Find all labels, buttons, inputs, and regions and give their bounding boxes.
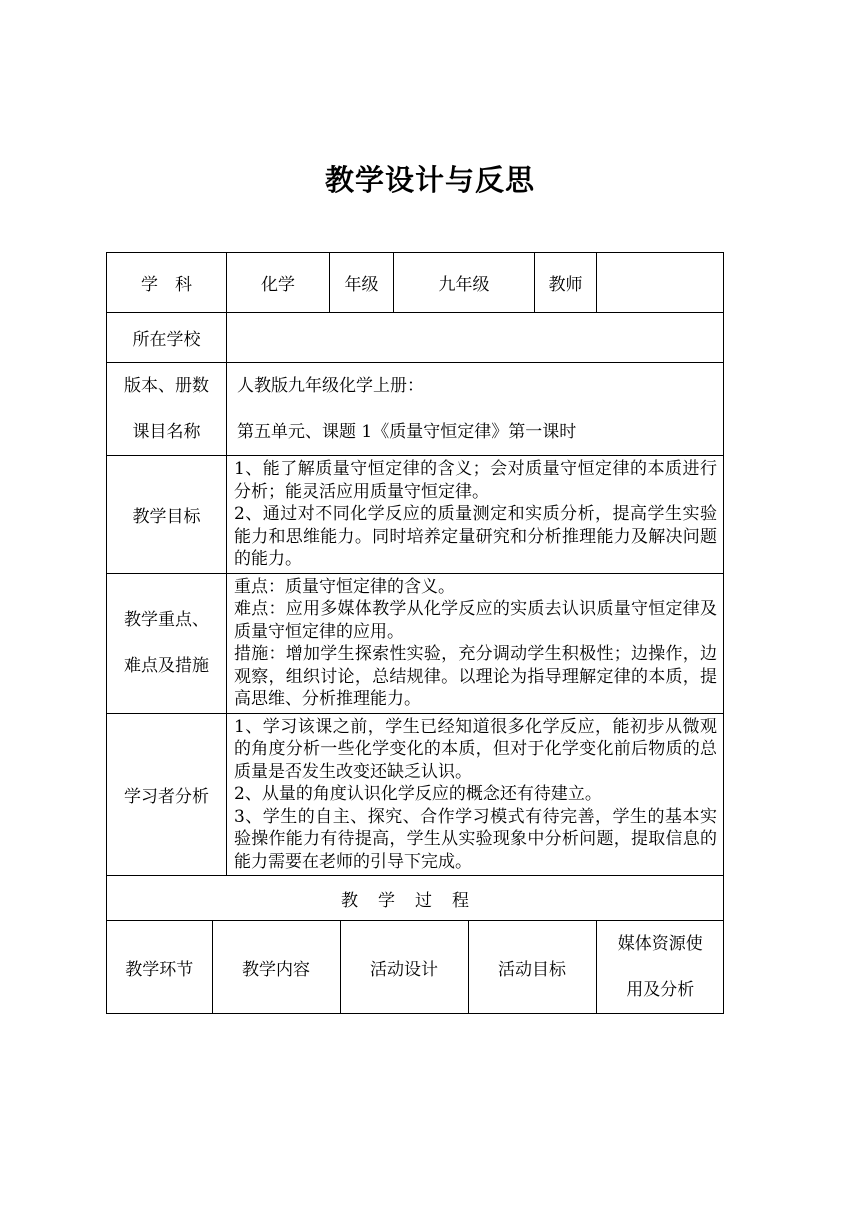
key-point-item: 重点：质量守恒定律的含义。 xyxy=(234,576,455,597)
subject-value: 化学 xyxy=(227,253,330,313)
process-columns-row xyxy=(107,921,724,1014)
edition-row xyxy=(107,363,724,456)
key-points-label xyxy=(107,573,227,713)
column-header: 活动设计 xyxy=(340,921,468,1013)
edition-label-line2: 课目名称 xyxy=(132,422,201,442)
key-point-item: 难点：应用多媒体教学从化学反应的实质去认识质量守恒定律及质量守恒定律的应用。 xyxy=(234,599,717,642)
subject-label: 学 科 xyxy=(107,253,227,313)
process-columns xyxy=(107,921,724,1014)
edition-value-line1: 人教版九年级化学上册： xyxy=(237,376,424,396)
process-heading: 教学过程 xyxy=(107,876,724,921)
learner-row xyxy=(107,713,724,876)
objective-item: 2、通过对不同化学反应的质量测定和实质分析，提高学生实验能力和思维能力。同时培养定量研究和分析推理能力及解决问题的能力。 xyxy=(234,504,717,569)
learner-label: 学习者分析 xyxy=(107,713,227,876)
grade-value: 九年级 xyxy=(394,253,535,313)
learner-content xyxy=(227,713,724,876)
learner-item: 1、学习该课之前，学生已经知道很多化学反应，能初步从微观的角度分析一些化学变化的本质，但对于化学变化前后物质的总质量是否发生改变还缺乏认识。 xyxy=(234,716,717,782)
key-points-row xyxy=(107,573,724,713)
key-points-label-line1: 教学重点、 xyxy=(124,610,209,630)
key-points-label-line2: 难点及措施 xyxy=(124,656,209,676)
process-heading-row xyxy=(107,876,724,921)
learner-item: 3、学生的自主、探究、合作学习模式有待完善，学生的基本实验操作能力有待提高，学生从实验现象中分析问题，提取信息的能力需要在老师的引导下完成。 xyxy=(234,806,717,872)
key-point-item: 措施：增加学生探索性实验，充分调动学生积极性；边操作，边观察，组织讨论，总结规律。以理论为指导理解定律的本质，提高思维、分析推理能力。 xyxy=(234,644,717,709)
media-header-line2: 用及分析 xyxy=(626,980,695,1000)
school-row xyxy=(107,313,724,363)
grade-label: 年级 xyxy=(330,253,394,313)
header-row xyxy=(107,253,724,313)
school-label: 所在学校 xyxy=(107,313,227,363)
page-title: 教学设计与反思 xyxy=(324,163,535,197)
media-header-line1: 媒体资源使 xyxy=(617,934,703,954)
edition-label-line1: 版本、册数 xyxy=(124,376,209,396)
key-points-content xyxy=(227,573,724,713)
teacher-value xyxy=(597,253,724,313)
edition-value-line2: 第五单元、课题 1《质量守恒定律》第一课时 xyxy=(237,422,577,442)
objectives-label: 教学目标 xyxy=(107,456,227,574)
objectives-content xyxy=(227,456,724,574)
edition-value xyxy=(227,363,724,456)
column-header: 教学内容 xyxy=(212,921,340,1013)
column-header-media xyxy=(596,921,724,1013)
objective-item: 1、能了解质量守恒定律的含义；会对质量守恒定律的本质进行分析；能灵活应用质量守恒定律。 xyxy=(234,459,717,502)
school-value xyxy=(227,313,724,363)
learner-item: 2、从量的角度认识化学反应的概念还有待建立。 xyxy=(234,784,602,804)
objectives-row xyxy=(107,456,724,574)
column-header: 教学环节 xyxy=(107,921,212,1013)
edition-label xyxy=(107,363,227,456)
lesson-plan-table xyxy=(106,252,724,1014)
column-header: 活动目标 xyxy=(468,921,596,1013)
teacher-label: 教师 xyxy=(535,253,597,313)
